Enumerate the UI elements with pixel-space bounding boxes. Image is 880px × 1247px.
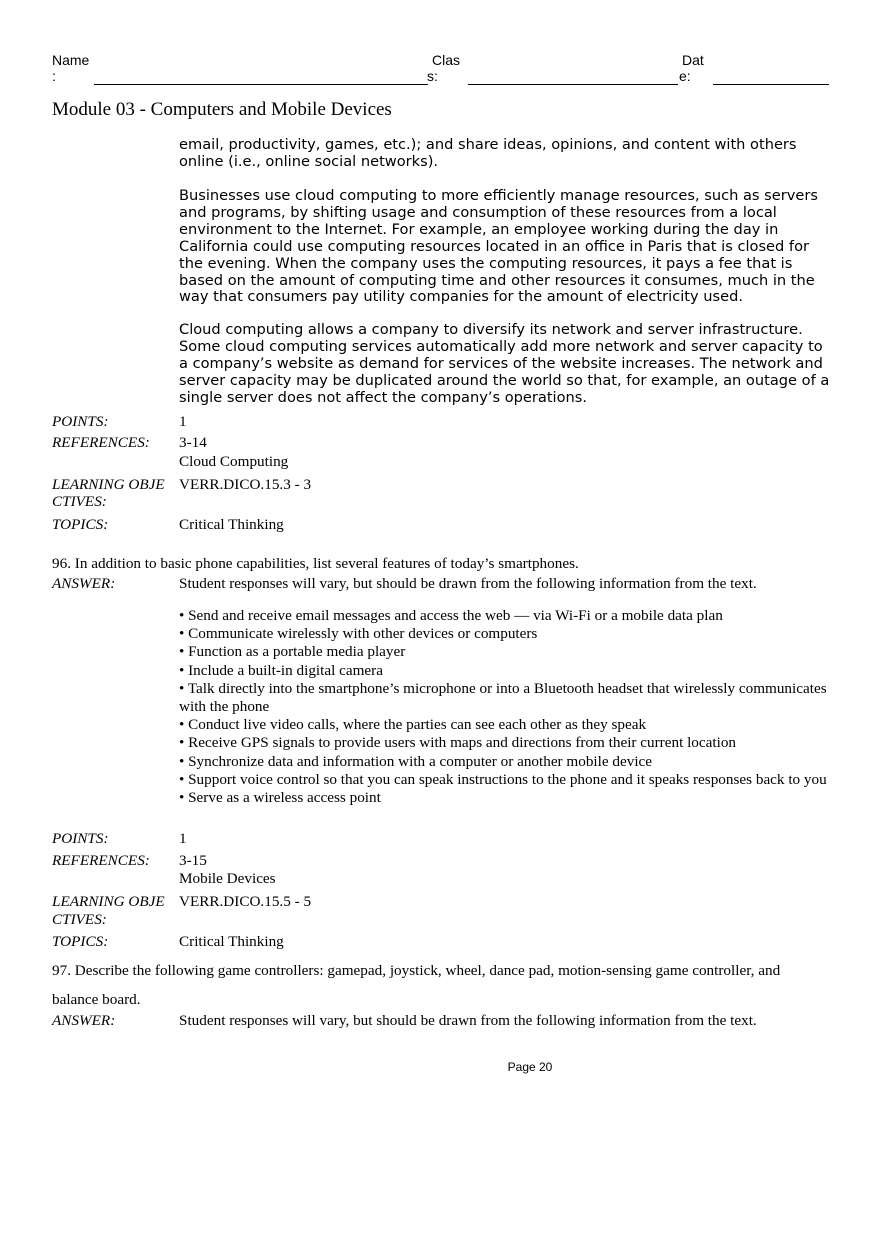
answer-intro: Student responses will vary, but should be drawn from the following information from the text. [179, 575, 757, 592]
topics-label: TOPICS: [52, 933, 109, 950]
points-label: POINTS: [52, 830, 109, 847]
list-item: • Serve as a wireless access point [179, 789, 381, 807]
references-page: 3-15 [179, 852, 207, 869]
list-item: • Conduct live video calls, where the parties can see each other as they speak [179, 716, 647, 734]
date-label: Dat [682, 52, 704, 68]
answer-paragraph: Businesses use cloud computing to more efficiently manage resources, such as servers and programs, by shifting usage and consumption of these resources from a local environment to the Internet. For example, an employee working during the day in California could use computing resources located in an office in Paris that is closed for the evening. When the company uses the computing resources, it pays a fee that is based on the amount of computing time and other resources it consumes, much in the way that consumers pay utility companies for the amount of electricity used. [179, 187, 818, 306]
learning-objectives-label-cont: CTIVES: [52, 911, 107, 928]
learning-objectives-label: LEARNING OBJE [52, 893, 165, 910]
learning-objectives-value: VERR.DICO.15.5 - 5 [179, 893, 312, 910]
list-item: • Talk directly into the smartphone’s microphone or into a Bluetooth headset that wirelessly communicates with the phone [179, 679, 827, 716]
references-label: REFERENCES: [52, 852, 150, 869]
list-item: • Receive GPS signals to provide users with maps and directions from their current location [179, 734, 737, 752]
class-field-line [468, 84, 678, 85]
name-label: Name [52, 52, 90, 68]
question-97-cont: balance board. [52, 991, 141, 1008]
learning-objectives-value: VERR.DICO.15.3 - 3 [179, 476, 312, 493]
question-97: 97. Describe the following game controllers: gamepad, joystick, wheel, dance pad, motion-sensing game controller, and [52, 962, 781, 979]
module-title: Module 03 - Computers and Mobile Devices [52, 99, 392, 120]
name-field-line [94, 84, 428, 85]
learning-objectives-label: LEARNING OBJE [52, 476, 165, 493]
references-label: REFERENCES: [52, 434, 150, 451]
features-list [179, 607, 834, 807]
answer-intro: Student responses will vary, but should be drawn from the following information from the text. [179, 1012, 757, 1029]
answer-label: ANSWER: [52, 1012, 116, 1029]
list-item: • Send and receive email messages and access the web — via Wi-Fi or a mobile data plan [179, 607, 723, 624]
references-topic: Mobile Devices [179, 870, 276, 887]
class-label-suffix: s: [427, 68, 438, 84]
answer-label: ANSWER: [52, 575, 116, 592]
list-item: • Support voice control so that you can speak instructions to the phone and it speaks responses back to you [179, 770, 827, 788]
question-96: 96. In addition to basic phone capabilities, list several features of today’s smartphones. [52, 555, 579, 572]
page-number: Page 20 [507, 1060, 553, 1074]
list-item: • Function as a portable media player [179, 643, 406, 661]
answer-paragraph: email, productivity, games, etc.); and share ideas, opinions, and content with others online (i.e., online social networks). [179, 136, 797, 170]
references-page: 3-14 [179, 434, 207, 451]
learning-objectives-label-cont: CTIVES: [52, 493, 107, 510]
topics-value: Critical Thinking [179, 516, 284, 533]
name-label-colon: : [52, 68, 56, 84]
points-value: 1 [179, 413, 187, 430]
date-label-suffix: e: [679, 68, 691, 84]
points-value: 1 [179, 830, 187, 847]
class-label: Clas [432, 52, 461, 68]
topics-label: TOPICS: [52, 516, 109, 533]
list-item: • Communicate wirelessly with other devices or computers [179, 625, 538, 643]
points-label: POINTS: [52, 413, 109, 430]
topics-value: Critical Thinking [179, 933, 284, 950]
date-field-line [713, 84, 829, 85]
list-item: • Include a built-in digital camera [179, 661, 383, 679]
list-item: • Synchronize data and information with a computer or another mobile device [179, 752, 653, 770]
answer-paragraph: Cloud computing allows a company to diversify its network and server infrastructure. Some cloud computing services automatically add more network and server capacity to a company’s website as demand for services of the website increases. The network and server capacity may be duplicated around the world so that, for example, an outage of a single server does not affect the company’s operations. [179, 321, 830, 406]
references-topic: Cloud Computing [179, 453, 289, 470]
